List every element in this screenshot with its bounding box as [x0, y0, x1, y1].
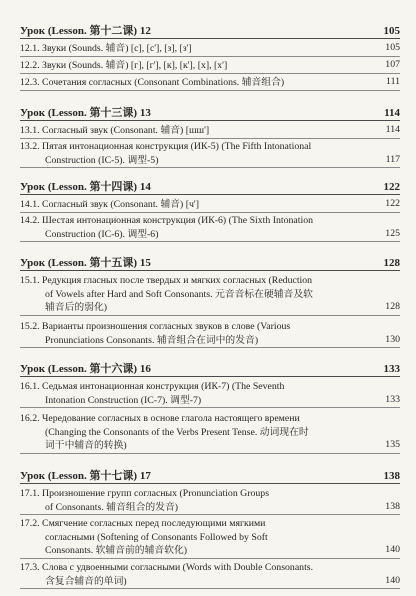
entry-line: Intonation Construction (IC-7). 调型-7) — [45, 394, 202, 406]
entry-page: 111 — [386, 76, 400, 87]
entry-page: 125 — [385, 227, 400, 239]
toc-entry-16-2 — [20, 412, 400, 454]
entry-line: 12.3. Сочетания согласных (Consonant Combinations. 辅音组合) — [20, 77, 285, 88]
entry-page: 135 — [385, 439, 400, 450]
entry-line: Construction (IC-6). 调型-6) — [45, 228, 159, 240]
entry-line: 17.1. Произношение групп согласных (Pronunciation Groups — [20, 488, 270, 499]
entry-page: 130 — [385, 333, 400, 345]
entry-page: 140 — [385, 544, 400, 555]
lesson-page: 105 — [383, 25, 400, 37]
lesson-page: 133 — [383, 363, 400, 375]
entry-line: Pronunciations Consonants. 辅音组合在词中的发音) — [45, 334, 259, 346]
entry-line: 14.2. Шестая интонационная конструкция (ИК-6) (The Sixth Intonation — [20, 215, 313, 226]
entry-line: 15.1. Редукция гласных после твердых и мягких согласных (Reduction — [20, 275, 313, 286]
entry-page: 122 — [385, 198, 400, 209]
toc-entry-14-2 — [20, 214, 400, 242]
lesson-page: 128 — [383, 257, 400, 269]
entry-line: Construction (IC-5). 调型-5) — [45, 154, 159, 166]
lesson-title: Урок (Lesson. 第十六课) 16 — [20, 363, 151, 375]
toc-entry-15-1 — [20, 274, 400, 316]
entry-line: 12.2. Звуки (Sounds. 辅音) [г], [г'], [к], [к'], [х], [х'] — [20, 60, 228, 71]
toc-entry-16-1 — [20, 380, 400, 408]
toc-entry-12-2 — [20, 59, 400, 74]
entry-line: 词干中辅音的转换) — [45, 440, 127, 451]
entry-page: 117 — [385, 153, 400, 165]
entry-line: of Consonants. 辅音组合的发音) — [45, 501, 179, 513]
entry-page: 114 — [385, 124, 400, 135]
entry-line: 14.1. Согласный звук (Consonant. 辅音) [ч'] — [20, 199, 199, 210]
lesson-page: 138 — [383, 470, 400, 482]
lesson-title: Урок (Lesson. 第十四课) 14 — [20, 181, 151, 193]
entry-line: 13.1. Согласный звук (Consonant. 辅音) [шш'] — [20, 125, 210, 136]
lesson-heading-12 — [20, 22, 400, 39]
toc-entry-13-1 — [20, 124, 400, 139]
entry-line: 17.3. Слова с удвоенными согласными (Words with Double Consonants. — [20, 562, 314, 573]
entry-line: of Vowels after Hard and Soft Consonants. 元音音标在硬辅音及软 — [45, 288, 313, 300]
entry-line: 17.2. Смягчение согласных перед последующими мягкими — [20, 518, 266, 529]
entry-page: 140 — [385, 574, 400, 586]
toc-entry-14-1 — [20, 198, 400, 213]
entry-page: 105 — [385, 42, 400, 53]
entry-line: 含复合辅音的单词) — [45, 575, 127, 587]
toc-entry-12-3 — [20, 76, 400, 91]
lesson-title: Урок (Lesson. 第十三课) 13 — [20, 107, 151, 119]
entry-line: 13.2. Пятая интонационная конструкция (ИК-5) (The Fifth Intonational — [20, 141, 312, 152]
lesson-heading-15 — [20, 254, 400, 271]
entry-page: 107 — [385, 59, 400, 70]
toc-entry-17-3 — [20, 561, 400, 589]
lesson-title: Урок (Lesson. 第十七课) 17 — [20, 470, 151, 482]
entry-line: согласными (Softening of Consonants Followed by Soft — [45, 531, 268, 543]
entry-page: 138 — [385, 500, 400, 512]
lesson-heading-16 — [20, 360, 400, 377]
lesson-title: Урок (Lesson. 第十五课) 15 — [20, 257, 151, 269]
lesson-title: Урок (Lesson. 第十二课) 12 — [20, 25, 151, 37]
entry-line: 16.1. Седьмая интонационная конструкция (ИК-7) (The Seventh — [20, 381, 285, 392]
entry-line: Consonants. 软辅音前的辅音软化) — [45, 545, 188, 556]
lesson-heading-17 — [20, 467, 400, 484]
entry-line: (Changing the Consonants of the Verbs Present Tense. 动词现在时 — [45, 426, 309, 438]
lesson-heading-14 — [20, 178, 400, 195]
toc-entry-15-2 — [20, 320, 400, 348]
toc-entry-12-1 — [20, 42, 400, 57]
toc-entry-17-1 — [20, 487, 400, 515]
entry-line: 12.1. Звуки (Sounds. 辅音) [с], [с'], [з], [з'] — [20, 43, 192, 54]
entry-line: 15.2. Варианты произношения согласных звуков в слове (Various — [20, 321, 291, 332]
toc-entry-13-2 — [20, 140, 400, 168]
entry-line: 辅音后的弱化) — [45, 302, 108, 313]
entry-page: 133 — [385, 393, 400, 405]
entry-page: 128 — [385, 301, 400, 312]
entry-line: 16.2. Чередование согласных в основе глагола настоящего времени — [20, 413, 300, 424]
lesson-heading-13 — [20, 104, 400, 121]
toc-entry-17-2 — [20, 517, 400, 559]
lesson-page: 114 — [384, 107, 400, 119]
lesson-page: 122 — [383, 181, 400, 193]
